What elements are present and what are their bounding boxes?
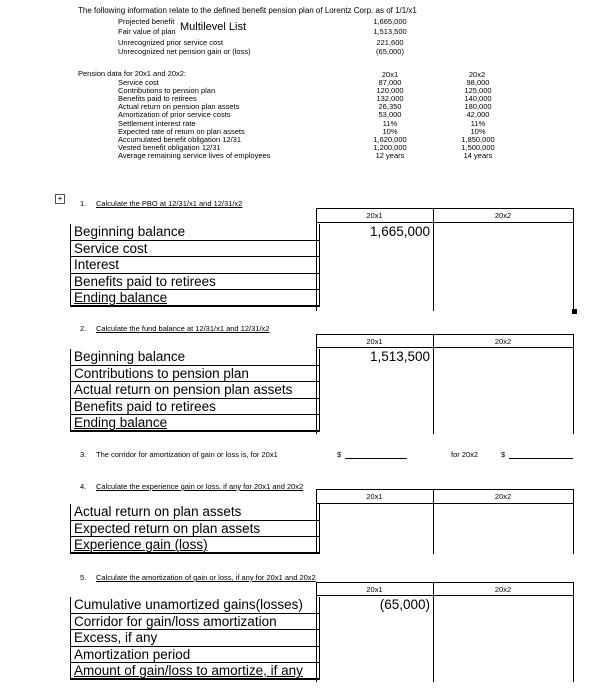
pension-row-value-20x2: 42,000	[466, 110, 490, 120]
header-item-label: Projected benefit	[118, 17, 175, 26]
pension-row-label: Settlement interest rate	[118, 118, 196, 128]
pension-row-label: Average remaining service lives of employees	[118, 150, 271, 160]
q3-dollar-20x1: $	[337, 450, 342, 459]
q4-col-20x2: 20x2	[494, 492, 512, 501]
pension-row-label: Service cost	[118, 78, 159, 87]
q5-row-label: Excess, if any	[71, 630, 319, 647]
q2-number: 2.	[80, 324, 87, 333]
q5-row-label: Amortization period	[71, 647, 319, 664]
pension-col-20x2: 20x2	[468, 70, 486, 79]
q2-row-label: Actual return on pension plan assets	[71, 382, 319, 399]
pension-row-value-20x1: 1,620,000	[373, 134, 407, 144]
header-item-value: 1,513,500	[373, 27, 407, 36]
pension-row-label: Vested benefit obligation 12/31	[118, 142, 221, 152]
pension-row-value-20x1: 87,000	[378, 78, 402, 87]
multilevel-list-tooltip: Multilevel List	[180, 21, 247, 33]
q2-row-label: Ending balance	[71, 415, 319, 432]
q1-row-label: Beginning balance	[71, 224, 319, 241]
pension-col-20x1: 20x1	[381, 70, 399, 79]
q1-row-label: Service cost	[71, 241, 319, 258]
pension-row-label: Actual return on pension plan assets	[118, 102, 240, 112]
table-move-handle-icon[interactable]: +	[55, 194, 65, 204]
pension-row-label: Benefits paid to retirees	[118, 94, 197, 104]
q1-col-20x2: 20x2	[494, 211, 512, 220]
pension-row-label: Accumulated benefit obligation 12/31	[118, 134, 242, 144]
q1-beginning-value: 1,665,000	[369, 224, 430, 239]
q1-col-20x1: 20x1	[366, 211, 383, 220]
header-item-value: 221,600	[376, 38, 404, 47]
q2-beginning-value: 1,513,500	[369, 349, 430, 364]
q4-table	[70, 504, 320, 554]
q5-cumulative-value: (65,000)	[379, 597, 430, 612]
q1-row-label: Interest	[71, 257, 319, 274]
pension-row-value-20x2: 10%	[470, 126, 486, 136]
q2-col-20x2: 20x2	[494, 337, 512, 346]
pension-row-value-20x2: 14 years	[463, 150, 493, 160]
pension-row-label: Contributions to pension plan	[118, 86, 216, 96]
pension-row-value-20x1: 26,350	[378, 102, 402, 112]
q2-title: Calculate the fund balance at 12/31/x1 and 12/31/x2	[96, 324, 270, 333]
q2-row-label: Contributions to pension plan	[71, 366, 319, 383]
q5-table	[70, 597, 320, 680]
q1-row-label: Benefits paid to retirees	[71, 274, 319, 291]
q4-row-label: Actual return on plan assets	[71, 504, 319, 521]
q5-col-20x2: 20x2	[494, 585, 512, 594]
q5-row-label: Corridor for gain/loss amortization	[71, 614, 319, 631]
pension-row-value-20x2: 11%	[470, 118, 486, 128]
pension-row-value-20x1: 12 years	[375, 150, 405, 160]
q5-row-label: Cumulative unamortized gains(losses)	[71, 597, 319, 614]
q2-row-label: Beginning balance	[71, 349, 319, 366]
q1-number: 1.	[80, 199, 87, 208]
pension-row-value-20x1: 132,000	[376, 94, 404, 104]
pension-data-heading: Pension data for 20x1 and 20x2:	[78, 69, 186, 78]
table-resize-handle[interactable]	[572, 309, 577, 314]
pension-row-label: Amortization of prior service costs	[118, 110, 231, 120]
q3-for-20x2: for 20x2	[451, 450, 479, 459]
q5-col-20x1: 20x1	[366, 585, 383, 594]
q4-col-20x1: 20x1	[366, 492, 383, 501]
q4-number: 4.	[80, 482, 87, 491]
pension-row-value-20x1: 53,000	[378, 110, 402, 120]
header-item-label: Unrecognized prior service cost	[118, 38, 224, 47]
q3-text: The corridor for amortization of gain or loss is, for 20x1	[96, 450, 278, 459]
header-item-label: Fair value of plan	[118, 27, 176, 36]
pension-row-value-20x2: 125,000	[464, 86, 492, 96]
q5-row-label: Amount of gain/loss to amortize, if any	[71, 663, 319, 680]
pension-row-label: Expected rate of return on plan assets	[118, 126, 245, 136]
q1-title: Calculate the PBO at 12/31/x1 and 12/31/x2	[96, 199, 243, 208]
q3-answer-line-20x2[interactable]	[509, 458, 573, 459]
q5-number: 5.	[80, 573, 87, 582]
q1-table	[70, 224, 320, 307]
q5-title: Calculate the amortization of gain or loss, if any for 20x1 and 20x2	[96, 573, 316, 582]
pension-row-value-20x2: 98,000	[466, 78, 490, 87]
header-item-value: (65,000)	[376, 47, 404, 56]
q4-row-label: Experience gain (loss)	[71, 537, 319, 554]
header-item-label: Unrecognized net pension gain or (loss)	[118, 47, 251, 56]
q4-row-label: Expected return on plan assets	[71, 521, 319, 538]
intro-text: The following information relate to the defined benefit pension plan of Lorentz Corp. as of 1/1/x1	[78, 6, 417, 15]
header-item-value: 1,665,000	[373, 17, 407, 26]
pension-row-value-20x1: 11%	[382, 118, 398, 128]
q3-dollar-20x2: $	[501, 450, 506, 459]
q2-table	[70, 349, 320, 432]
pension-row-value-20x1: 10%	[382, 126, 398, 136]
pension-row-value-20x2: 1,500,000	[461, 142, 495, 152]
pension-row-value-20x2: 140,000	[464, 94, 492, 104]
q3-number: 3.	[80, 450, 87, 459]
pension-row-value-20x1: 120,000	[376, 86, 404, 96]
q1-row-label: Ending balance	[71, 290, 319, 307]
q3-answer-line-20x1[interactable]	[345, 458, 407, 459]
q2-col-20x1: 20x1	[366, 337, 383, 346]
q4-title: Calculate the experience gain or loss, if any for 20x1 and 20x2	[96, 482, 304, 491]
pension-row-value-20x1: 1,200,000	[373, 142, 407, 152]
q2-row-label: Benefits paid to retirees	[71, 399, 319, 416]
pension-row-value-20x2: 1,850,000	[461, 134, 495, 144]
pension-row-value-20x2: 180,000	[464, 102, 492, 112]
